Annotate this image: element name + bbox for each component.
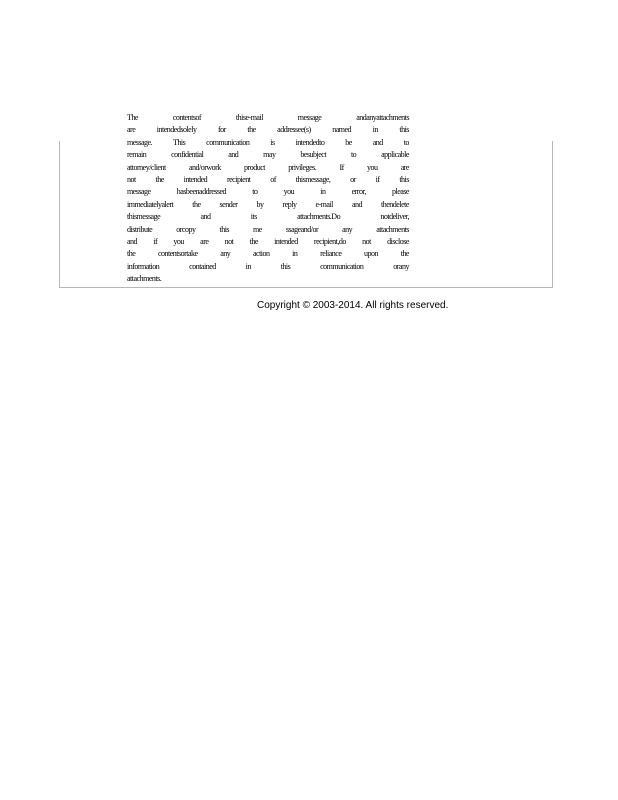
disclaimer-word: named: [332, 125, 352, 135]
disclaimer-word: to: [350, 150, 357, 160]
disclaimer-word: information: [127, 261, 160, 271]
disclaimer-word: action: [252, 249, 270, 259]
disclaimer-word: for: [217, 125, 226, 135]
disclaimer-word: contained: [189, 261, 216, 271]
disclaimer-word: intended: [274, 236, 298, 246]
disclaimer-word: not: [224, 236, 234, 246]
disclaimer-word: by: [256, 199, 264, 209]
disclaimer-word: message.: [127, 137, 153, 147]
disclaimer-word: disclose: [387, 236, 409, 246]
disclaimer-word: the: [249, 236, 258, 246]
disclaimer-word: remain: [127, 150, 147, 160]
disclaimer-word: any: [342, 224, 353, 234]
disclaimer-word: thise-mail: [235, 113, 263, 122]
disclaimer-line: [127, 273, 409, 285]
disclaimer-word: the: [192, 199, 201, 209]
disclaimer-word: not: [362, 236, 371, 246]
disclaimer-line: [127, 149, 409, 161]
disclaimer-word: not: [127, 174, 136, 184]
disclaimer-word: contentsof: [172, 113, 202, 122]
disclaimer-word: and: [351, 199, 362, 209]
disclaimer-word: in: [245, 261, 251, 271]
disclaimer-line: [127, 236, 409, 248]
disclaimer-word: please: [391, 187, 409, 197]
disclaimer-word: if: [153, 236, 158, 246]
disclaimer-line: [127, 211, 409, 223]
disclaimer-word: ssageand/or: [285, 224, 319, 234]
disclaimer-word: communication: [206, 137, 250, 147]
disclaimer-word: intendedsolely: [156, 125, 197, 135]
disclaimer-word: and: [200, 212, 211, 222]
disclaimer-word: notdeliver,: [380, 212, 409, 222]
disclaimer-word: are: [400, 162, 409, 172]
disclaimer-word: attachments: [376, 224, 409, 234]
disclaimer-word: are: [127, 125, 136, 135]
disclaimer-line: [127, 137, 409, 149]
disclaimer-line: [127, 199, 409, 211]
disclaimer-word: reliance: [320, 249, 342, 259]
disclaimer-word: me: [253, 224, 262, 234]
disclaimer-word: to: [403, 137, 409, 147]
disclaimer-word: addressee(s): [277, 125, 311, 135]
disclaimer-word: andanyattachments: [356, 113, 409, 122]
disclaimer-word: its: [250, 212, 257, 222]
disclaimer-word: to: [252, 187, 258, 197]
disclaimer-word: and: [372, 137, 383, 147]
disclaimer-word: attachments.Do: [297, 212, 341, 222]
disclaimer-word: recipient,do: [313, 236, 346, 246]
disclaimer-word: intendedto: [295, 137, 325, 147]
disclaimer-word: thismessage,: [295, 174, 331, 184]
disclaimer-line: [127, 174, 409, 186]
disclaimer-word: privileges.: [288, 162, 317, 172]
disclaimer-word: attachments.: [127, 274, 162, 284]
disclaimer-word: the: [247, 125, 256, 135]
disclaimer-line: [127, 248, 409, 260]
disclaimer-word: and: [127, 236, 138, 246]
disclaimer-word: this: [219, 224, 230, 234]
disclaimer-word: you: [367, 162, 378, 172]
disclaimer-word: may: [263, 150, 276, 160]
disclaimer-word: and: [228, 150, 239, 160]
disclaimer-word: reply: [282, 199, 297, 209]
disclaimer-word: The: [127, 113, 138, 122]
confidentiality-disclaimer: [127, 112, 409, 285]
disclaimer-word: or: [350, 174, 356, 184]
disclaimer-word: this: [399, 174, 409, 184]
disclaimer-word: you: [173, 236, 184, 246]
disclaimer-word: this: [280, 261, 291, 271]
disclaimer-word: contentsortake: [157, 249, 198, 259]
disclaimer-word: hasbeenaddressed: [176, 187, 227, 197]
disclaimer-word: orany: [393, 261, 409, 271]
disclaimer-word: upon: [364, 249, 379, 259]
disclaimer-word: thendelete: [381, 199, 409, 209]
copyright-notice: Copyright © 2003-2014. All rights reserved.: [257, 300, 449, 311]
disclaimer-word: in: [320, 187, 326, 197]
disclaimer-word: confidential: [171, 150, 204, 160]
disclaimer-word: besubject: [300, 150, 327, 160]
disclaimer-word: recipient: [226, 174, 251, 184]
disclaimer-word: message: [297, 113, 322, 122]
disclaimer-line: [127, 186, 409, 198]
disclaimer-word: the: [127, 249, 136, 259]
disclaimer-word: distribute: [127, 224, 153, 234]
disclaimer-word: thismessage: [127, 212, 161, 222]
disclaimer-line: [127, 261, 409, 273]
disclaimer-word: If: [339, 162, 344, 172]
disclaimer-word: sender: [219, 199, 238, 209]
disclaimer-word: attorney/client: [127, 162, 166, 172]
disclaimer-word: the: [400, 249, 409, 259]
disclaimer-word: e-mail: [315, 199, 333, 209]
disclaimer-word: the: [155, 174, 164, 184]
disclaimer-word: of: [270, 174, 276, 184]
disclaimer-word: any: [220, 249, 231, 259]
disclaimer-word: error,: [351, 187, 366, 197]
disclaimer-word: is: [270, 137, 275, 147]
disclaimer-word: intended: [183, 174, 208, 184]
disclaimer-word: orcopy: [176, 224, 196, 234]
disclaimer-word: communication: [320, 261, 364, 271]
disclaimer-word: and/orwork: [188, 162, 221, 172]
disclaimer-word: you: [283, 187, 295, 197]
disclaimer-word: if: [375, 174, 380, 184]
disclaimer-word: in: [372, 125, 378, 135]
disclaimer-word: be: [345, 137, 352, 147]
disclaimer-word: This: [173, 137, 186, 147]
disclaimer-line: [127, 162, 409, 174]
disclaimer-line: [127, 124, 409, 136]
disclaimer-word: applicable: [381, 150, 409, 160]
disclaimer-word: product: [244, 162, 265, 172]
disclaimer-line: [127, 224, 409, 236]
disclaimer-line: [127, 112, 409, 124]
disclaimer-word: this: [399, 125, 409, 135]
disclaimer-word: immediatelyalert: [127, 199, 174, 209]
disclaimer-word: are: [200, 236, 209, 246]
disclaimer-word: in: [292, 249, 298, 259]
disclaimer-word: message: [127, 187, 151, 197]
